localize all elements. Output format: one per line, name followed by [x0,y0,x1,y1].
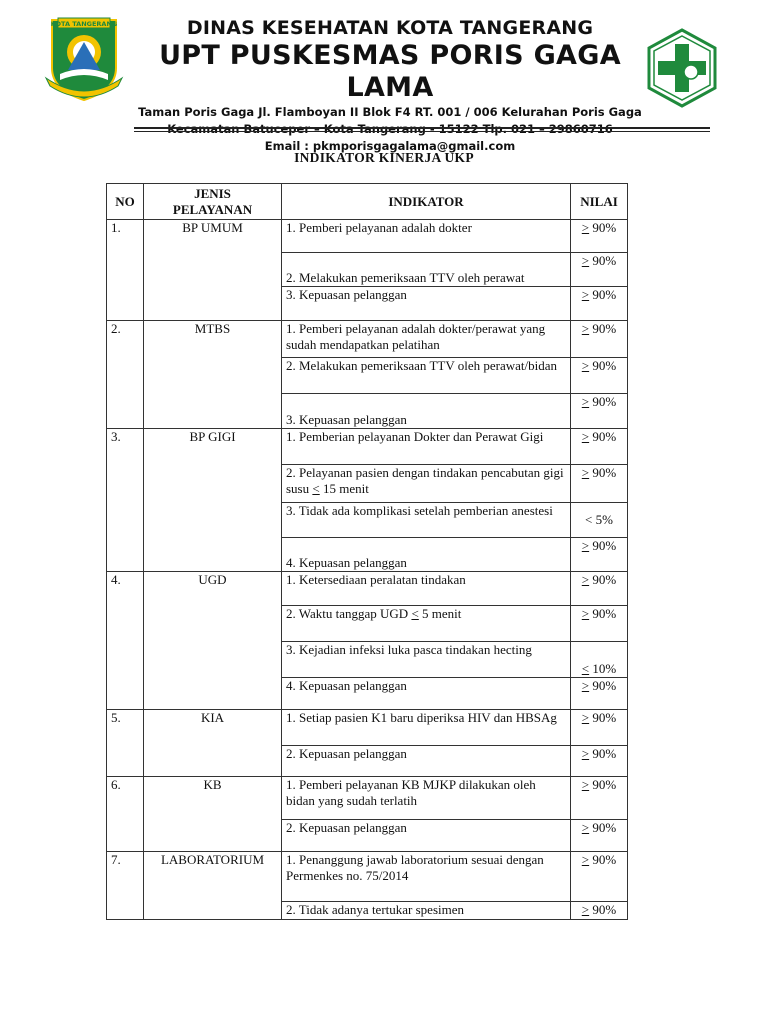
table-row [107,572,628,606]
value-text: 90% [592,678,617,693]
table-row [107,429,628,465]
letterhead [0,0,768,153]
value-text: 90% [592,820,617,835]
header-indicator: INDIKATOR [282,184,571,220]
gte-symbol: > [581,220,590,235]
gte-symbol: > [581,465,590,480]
value-text: 90% [592,287,617,302]
indicator-text: 1. Pemberi pelayanan adalah dokter [282,220,571,253]
indicator-value [571,852,628,902]
service-name: KIA [144,710,282,777]
value-text: 90% [592,465,617,480]
gte-symbol: > [581,710,590,725]
indicator-text: 3. Kejadian infeksi luka pasca tindakan hecting [282,642,571,678]
lte-symbol: < [411,606,419,621]
puskesmas-logo-icon [645,28,719,108]
value-text: 10% [592,661,617,676]
value-text: 90% [592,572,617,587]
indicator-value [571,220,628,253]
indicator-value [571,642,628,678]
indicator-text: 2. Melakukan pemeriksaan TTV oleh perawat/bidan [282,358,571,394]
gte-symbol: > [581,852,590,867]
value-text: 90% [592,710,617,725]
service-name: KB [144,777,282,852]
table-row [107,220,628,253]
header-rule-thin [134,131,710,132]
header-no: NO [107,184,144,220]
indicator-value [571,321,628,358]
service-name: BP UMUM [144,220,282,321]
gte-symbol: > [581,820,590,835]
indicator-value [571,606,628,642]
value-text: 90% [592,429,617,444]
gte-symbol: > [581,321,590,336]
address-line-2: Kecamatan Batuceper – Kota Tangerang - 15122 Tlp. 021 – 29860716 [167,122,613,136]
indicator-text: 1. Ketersediaan peralatan tindakan [282,572,571,606]
value-text: 90% [592,253,617,268]
indicator-text-part: 2. Pelayanan pasien dengan tindakan pencabutan gigi susu [286,465,564,496]
value-text: 90% [592,394,617,409]
header-service [144,184,282,220]
header-value: NILAI [571,184,628,220]
indicator-text [282,606,571,642]
indicator-text: 3. Tidak ada komplikasi setelah pemberian anestesi [282,503,571,538]
indicator-value [571,503,628,538]
service-name: UGD [144,572,282,710]
lte-symbol: < [312,481,320,496]
indicator-text: 1. Pemberian pelayanan Dokter dan Perawat Gigi [282,429,571,465]
row-number: 7. [107,852,144,920]
indicator-value [571,902,628,920]
indicator-value [571,287,628,321]
value-text: 90% [592,220,617,235]
row-number: 1. [107,220,144,321]
indicator-text: 2. Kepuasan pelanggan [282,820,571,852]
row-number: 4. [107,572,144,710]
indicator-value [571,358,628,394]
indicator-value [571,253,628,287]
document-title: INDIKATOR KINERJA UKP [294,150,474,165]
indicator-text: 1. Pemberi pelayanan adalah dokter/perawat yang sudah mendapatkan pelatihan [282,321,571,358]
indicator-value [571,572,628,606]
service-name: MTBS [144,321,282,429]
agency-name: DINAS KESEHATAN KOTA TANGERANG [186,17,594,39]
row-number: 2. [107,321,144,429]
table-row [107,710,628,746]
value-text: < 5% [585,512,613,527]
indicator-text: 2. Tidak adanya tertukar spesimen [282,902,571,920]
indicator-text: 3. Kepuasan pelanggan [282,287,571,321]
emblem-label: KOTA TANGERANG [50,20,118,28]
indicator-text: 1. Penanggung jawab laboratorium sesuai dengan Permenkes no. 75/2014 [282,852,571,902]
value-text: 90% [592,777,617,792]
indicator-text-part: 5 menit [418,606,462,621]
indicator-value [571,394,628,429]
table-header-row [107,184,628,220]
service-name: LABORATORIUM [144,852,282,920]
indicator-text-part: 2. Waktu tanggap UGD [286,606,412,621]
gte-symbol: > [581,777,590,792]
indicator-text: 1. Setiap pasien K1 baru diperiksa HIV dan HBSAg [282,710,571,746]
lte-symbol: < [581,661,590,676]
gte-symbol: > [581,606,590,621]
header-service-line-2: PELAYANAN [172,201,253,217]
gte-symbol: > [581,902,590,917]
row-number: 6. [107,777,144,852]
indicator-text: 2. Melakukan pemeriksaan TTV oleh perawat [282,253,571,287]
indicator-value [571,746,628,777]
email-line: Email : pkmporisgagalama@gmail.com [264,139,516,153]
gte-symbol: > [581,572,590,587]
row-number: 5. [107,710,144,777]
indicator-table [106,183,628,920]
value-text: 90% [592,852,617,867]
value-text: 90% [592,538,617,553]
value-text: 90% [592,746,617,761]
table-row [107,777,628,820]
value-text: 90% [592,321,617,336]
indicator-text: 2. Kepuasan pelanggan [282,746,571,777]
gte-symbol: > [581,746,590,761]
unit-name: UPT PUSKESMAS PORIS GAGA LAMA [159,40,621,103]
indicator-value [571,465,628,503]
row-number: 3. [107,429,144,572]
service-name: BP GIGI [144,429,282,572]
indicator-value [571,710,628,746]
header-service-line-1: JENIS [194,185,231,201]
indicator-value [571,429,628,465]
indicator-text: 4. Kepuasan pelanggan [282,678,571,710]
table-row [107,321,628,358]
indicator-value [571,820,628,852]
indicator-text: 1. Pemberi pelayanan KB MJKP dilakukan oleh bidan yang sudah terlatih [282,777,571,820]
indicator-text: 3. Kepuasan pelanggan [282,394,571,429]
value-text: 90% [592,358,617,373]
gte-symbol: > [581,538,590,553]
table-row [107,852,628,902]
indicator-value [571,538,628,572]
indicator-text-part: 15 menit [319,481,369,496]
gte-symbol: > [581,429,590,444]
gte-symbol: > [581,253,590,268]
header-rule-thick [134,127,710,129]
gte-symbol: > [581,394,590,409]
gte-symbol: > [581,358,590,373]
kota-tangerang-emblem-icon [38,12,130,104]
value-text: 90% [592,902,617,917]
indicator-text [282,465,571,503]
address-line-1: Taman Poris Gaga Jl. Flamboyan II Blok F4 RT. 001 / 006 Kelurahan Poris Gaga [138,105,642,119]
value-text: 90% [592,606,617,621]
gte-symbol: > [581,287,590,302]
gte-symbol: > [581,678,590,693]
indicator-text: 4. Kepuasan pelanggan [282,538,571,572]
letterhead-text [130,16,650,155]
indicator-value [571,777,628,820]
indicator-value [571,678,628,710]
